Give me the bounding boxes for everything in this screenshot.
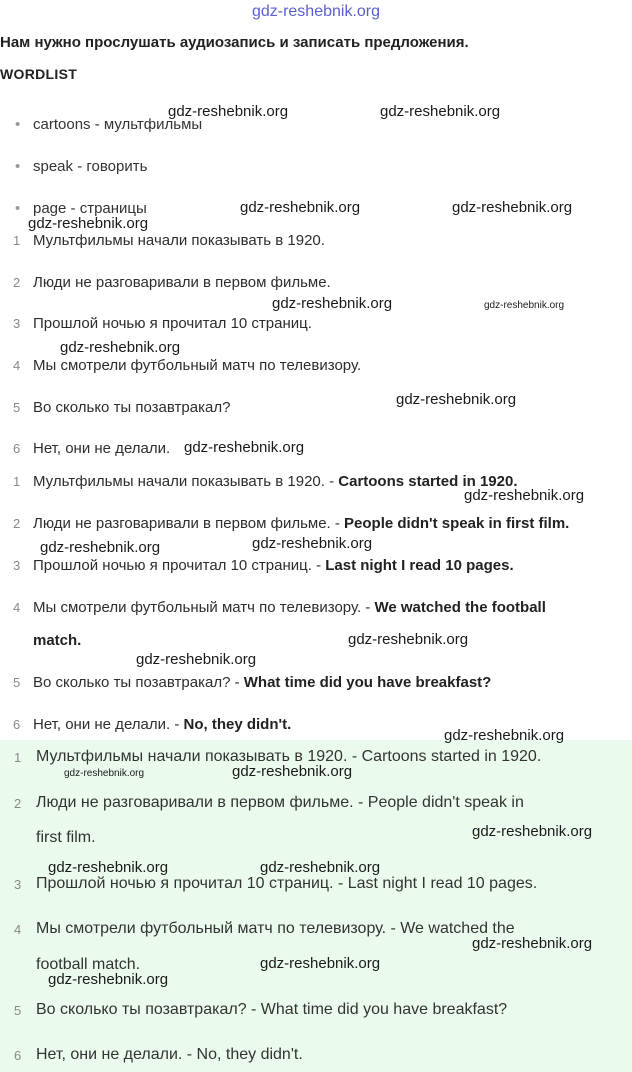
answer-item: 5 Во сколько ты позавтракал? - What time did you have breakfast? [13,674,492,691]
watermark: gdz-reshebnik.org [136,651,257,668]
watermark: gdz-reshebnik.org [168,103,289,120]
bullet-icon: • [15,200,21,217]
bullet-icon: • [15,116,21,133]
answer-item: 4 Мы смотрели футбольный матч по телевизору. - We watched the football [13,599,546,616]
watermark: gdz-reshebnik.org [272,295,393,312]
wordlist-item: • page - страницы [15,200,147,217]
final-answer-item: 6 Нет, они не делали. - No, they didn't. [14,1046,303,1063]
wordlist-item: • speak - говорить [15,158,148,175]
final-answer-continuation: first film. [36,829,96,846]
watermark: gdz-reshebnik.org [184,439,305,456]
watermark: gdz-reshebnik.org [452,199,573,216]
wordlist-item: • cartoons - мультфильмы [15,116,203,133]
answer-item: 1 Мультфильмы начали показывать в 1920. - Cartoons started in 1920. [13,473,518,490]
list-item: 4 Мы смотрели футбольный матч по телевизору. [13,357,362,374]
watermark: gdz-reshebnik.org [40,539,161,556]
answer-item: 3 Прошлой ночью я прочитал 10 страниц. - Last night I read 10 pages. [13,557,514,574]
watermark: gdz-reshebnik.org [260,859,381,876]
bullet-icon: • [15,158,21,175]
watermark: gdz-reshebnik.org [48,971,169,988]
answer-item: 6 Нет, они не делали. - No, they didn't. [13,716,292,733]
watermark: gdz-reshebnik.org [28,215,149,232]
final-answer-item: 1 Мультфильмы начали показывать в 1920. - Cartoons started in 1920. [14,748,542,765]
final-answer-item: 2 Люди не разговаривали в первом фильме. - People didn't speak in [14,794,524,811]
watermark: gdz-reshebnik.org [48,859,169,876]
watermark: gdz-reshebnik.org [484,300,565,311]
answer-item-continuation: match. [33,632,82,649]
final-answer-panel [0,740,632,1072]
list-item: 2 Люди не разговаривали в первом фильме. [13,274,331,291]
watermark: gdz-reshebnik.org [444,727,565,744]
watermark: gdz-reshebnik.org [472,823,593,840]
list-item: 3 Прошлой ночью я прочитал 10 страниц. [13,315,312,332]
final-answer-item: 5 Во сколько ты позавтракал? - What time did you have breakfast? [14,1001,508,1018]
watermark: gdz-reshebnik.org [348,631,469,648]
list-item: 6 Нет, они не делали. [13,440,171,457]
watermark: gdz-reshebnik.org [60,339,181,356]
wordlist-title: WORDLIST [0,66,78,82]
answer-item: 2 Люди не разговаривали в первом фильме. - People didn't speak in first film. [13,515,570,532]
site-header-watermark: gdz-reshebnik.org [251,3,381,20]
watermark: gdz-reshebnik.org [380,103,501,120]
list-item: 1 Мультфильмы начали показывать в 1920. [13,232,325,249]
final-answer-item: 3 Прошлой ночью я прочитал 10 страниц. - Last night I read 10 pages. [14,875,538,892]
watermark: gdz-reshebnik.org [232,763,353,780]
watermark: gdz-reshebnik.org [64,768,145,779]
watermark: gdz-reshebnik.org [260,955,381,972]
final-answer-item: 4 Мы смотрели футбольный матч по телевизору. - We watched the [14,920,515,937]
watermark: gdz-reshebnik.org [240,199,361,216]
watermark: gdz-reshebnik.org [396,391,517,408]
list-item: 5 Во сколько ты позавтракал? [13,399,231,416]
watermark: gdz-reshebnik.org [252,535,373,552]
watermark: gdz-reshebnik.org [464,487,585,504]
task-instruction: Нам нужно прослушать аудиозапись и записать предложения. [0,34,469,51]
final-answer-continuation: football match. [36,956,141,973]
watermark: gdz-reshebnik.org [472,935,593,952]
